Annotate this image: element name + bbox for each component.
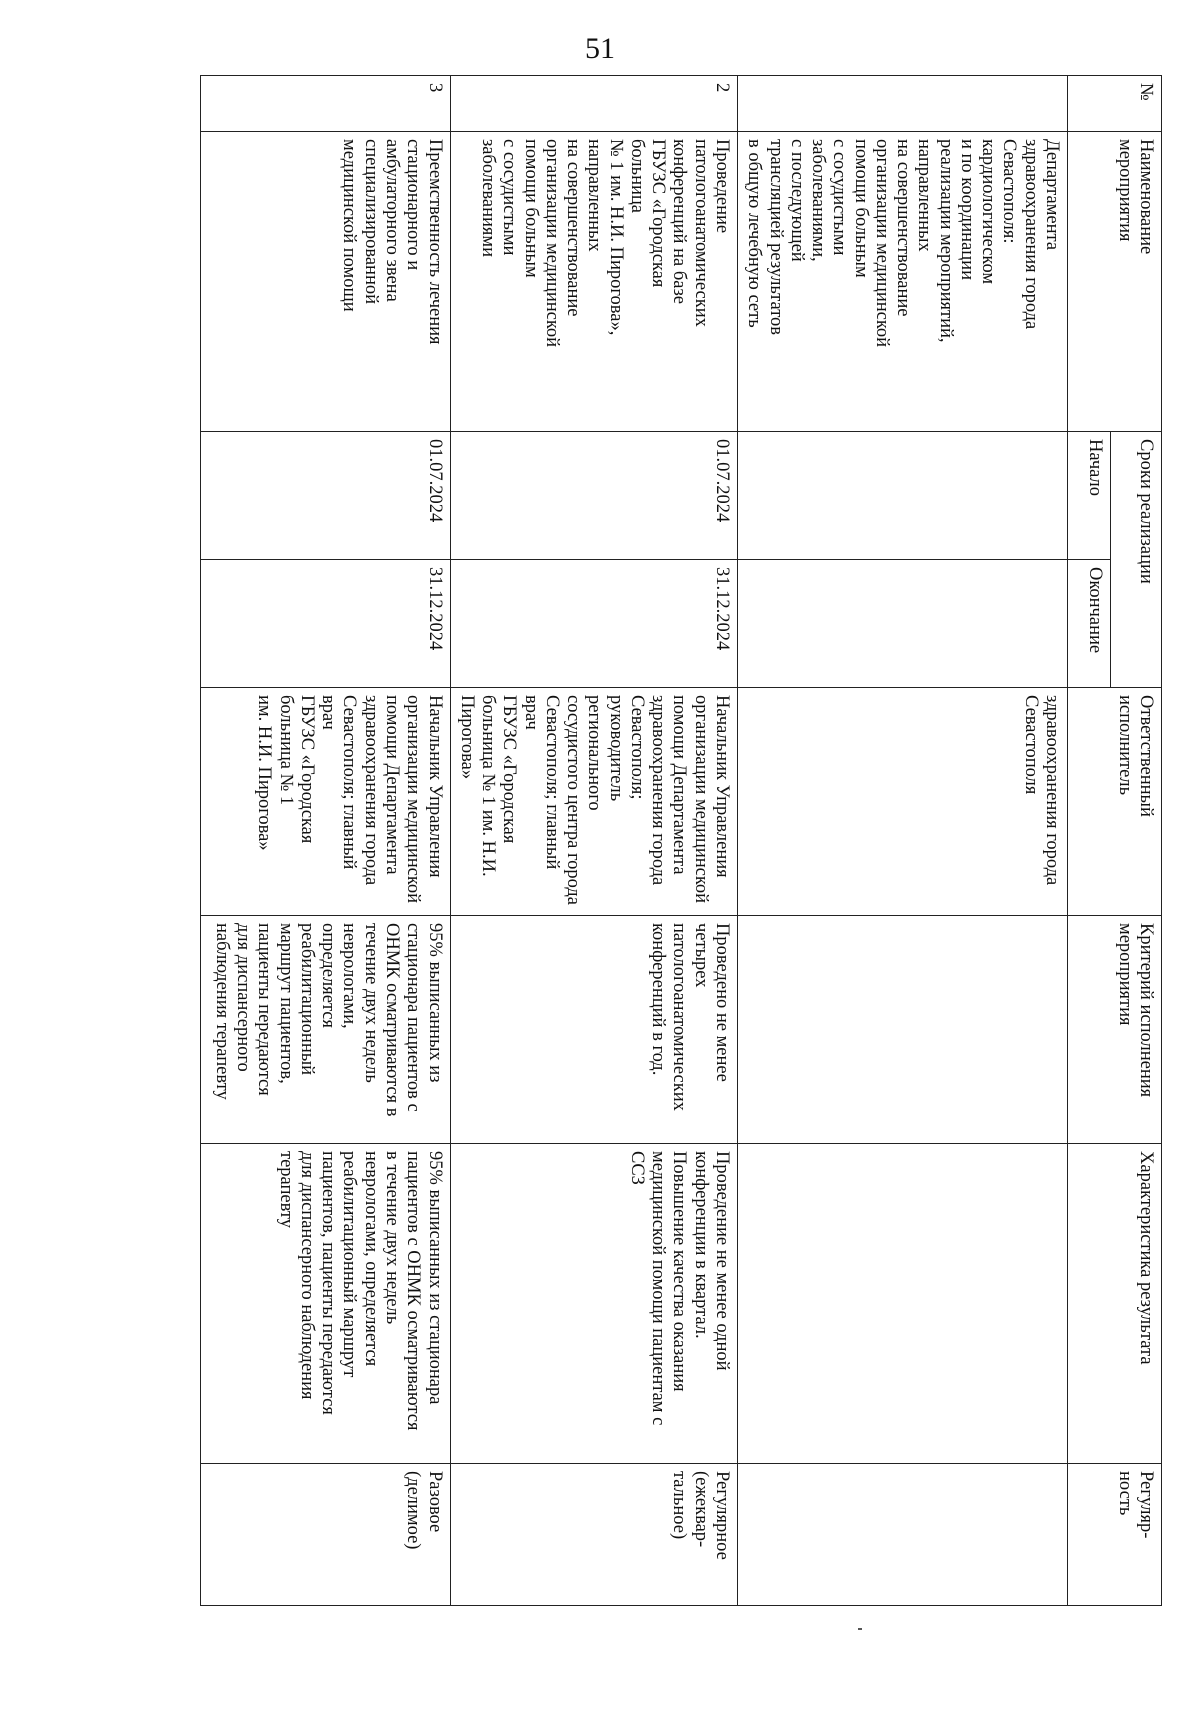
header-start: Начало: [1068, 432, 1111, 560]
cell-regularity: Разовое (делимое): [200, 1464, 450, 1606]
cell-name: Проведение патологоанатомических конференций на базе ГБУЗС «Городская больница № 1 им. Н.И. Пирогова», направленных на совершенствование организации медицинской помощи больным с сосудистыми заболеваниями: [450, 132, 737, 432]
header-terms: Сроки реализации: [1111, 432, 1162, 688]
cell-result: 95% выписанных из стационара пациентов с ОНМК осматриваются в течение двух недель неврологами, определяется реабилитационный маршрут пациентов, пациенты передаются для диспансерного наблюдения терапевту: [200, 1144, 450, 1464]
header-num: №: [1068, 76, 1162, 132]
cell-executor: Начальник Управления организации медицинской помощи Департамента здравоохранения города Севастополя; руководитель регионального сосудистого центра города Севастополя; главный врач ГБУЗС «Городская больница № 1 им. Н.И. Пирогова»: [450, 688, 737, 916]
rotated-table-container: [212, 75, 1162, 1605]
table-row: [450, 76, 737, 1606]
scan-speck: [858, 1628, 862, 1630]
page-number: 51: [585, 32, 615, 65]
cell-criterion: [738, 916, 1068, 1144]
header-result: Характеристика результата: [1068, 1144, 1162, 1464]
cell-executor: здравоохранения города Севастополя: [738, 688, 1068, 916]
cell-start: 01.07.2024: [200, 432, 450, 560]
cell-name: Департамента здравоохранения города Севастополя: кардиологическом и по координации реализации мероприятий, направленных на совершенствование организации медицинской помощи больным с сосудистыми заболеваниями, с последующей трансляцией результатов в общую лечебную сеть: [738, 132, 1068, 432]
cell-start: [738, 432, 1068, 560]
cell-regularity: [738, 1464, 1068, 1606]
cell-num: 2: [450, 76, 737, 132]
table-header-row: [1111, 76, 1162, 1606]
header-name: Наименование мероприятия: [1068, 132, 1162, 432]
cell-name: Преемственность лечения стационарного и амбулаторного звена специализированной медицинской помощи: [200, 132, 450, 432]
cell-regularity: Регулярное (ежеквар- тальное): [450, 1464, 737, 1606]
header-end: Окончание: [1068, 560, 1111, 688]
cell-result: Проведение не менее одной конференции в квартал. Повышение качества оказания медицинской помощи пациентам с ССЗ: [450, 1144, 737, 1464]
cell-end: 31.12.2024: [200, 560, 450, 688]
cell-start: 01.07.2024: [450, 432, 737, 560]
header-executor: Ответственный исполнитель: [1068, 688, 1162, 916]
cell-end: 31.12.2024: [450, 560, 737, 688]
events-table: [200, 75, 1162, 1606]
cell-executor: Начальник Управления организации медицинской помощи Департамента здравоохранения города Севастополя; главный врач ГБУЗС «Городская больница № 1 им. Н.И. Пирогова»: [200, 688, 450, 916]
cell-criterion: Проведено не менее четырех патологоанатомических конференций в год.: [450, 916, 737, 1144]
cell-result: [738, 1144, 1068, 1464]
header-criterion: Критерий исполнения мероприятия: [1068, 916, 1162, 1144]
header-regularity: Регуляр- ность: [1068, 1464, 1162, 1606]
cell-end: [738, 560, 1068, 688]
cell-criterion: 95% выписанных из стационара пациентов с ОНМК осматриваются в течение двух недель неврологами, определяется реабилитационный маршрут пациентов, пациенты передаются для диспансерного наблюдения терапевту: [200, 916, 450, 1144]
table-row: [738, 76, 1068, 1606]
table-row: [200, 76, 450, 1606]
cell-num: [738, 76, 1068, 132]
cell-num: 3: [200, 76, 450, 132]
